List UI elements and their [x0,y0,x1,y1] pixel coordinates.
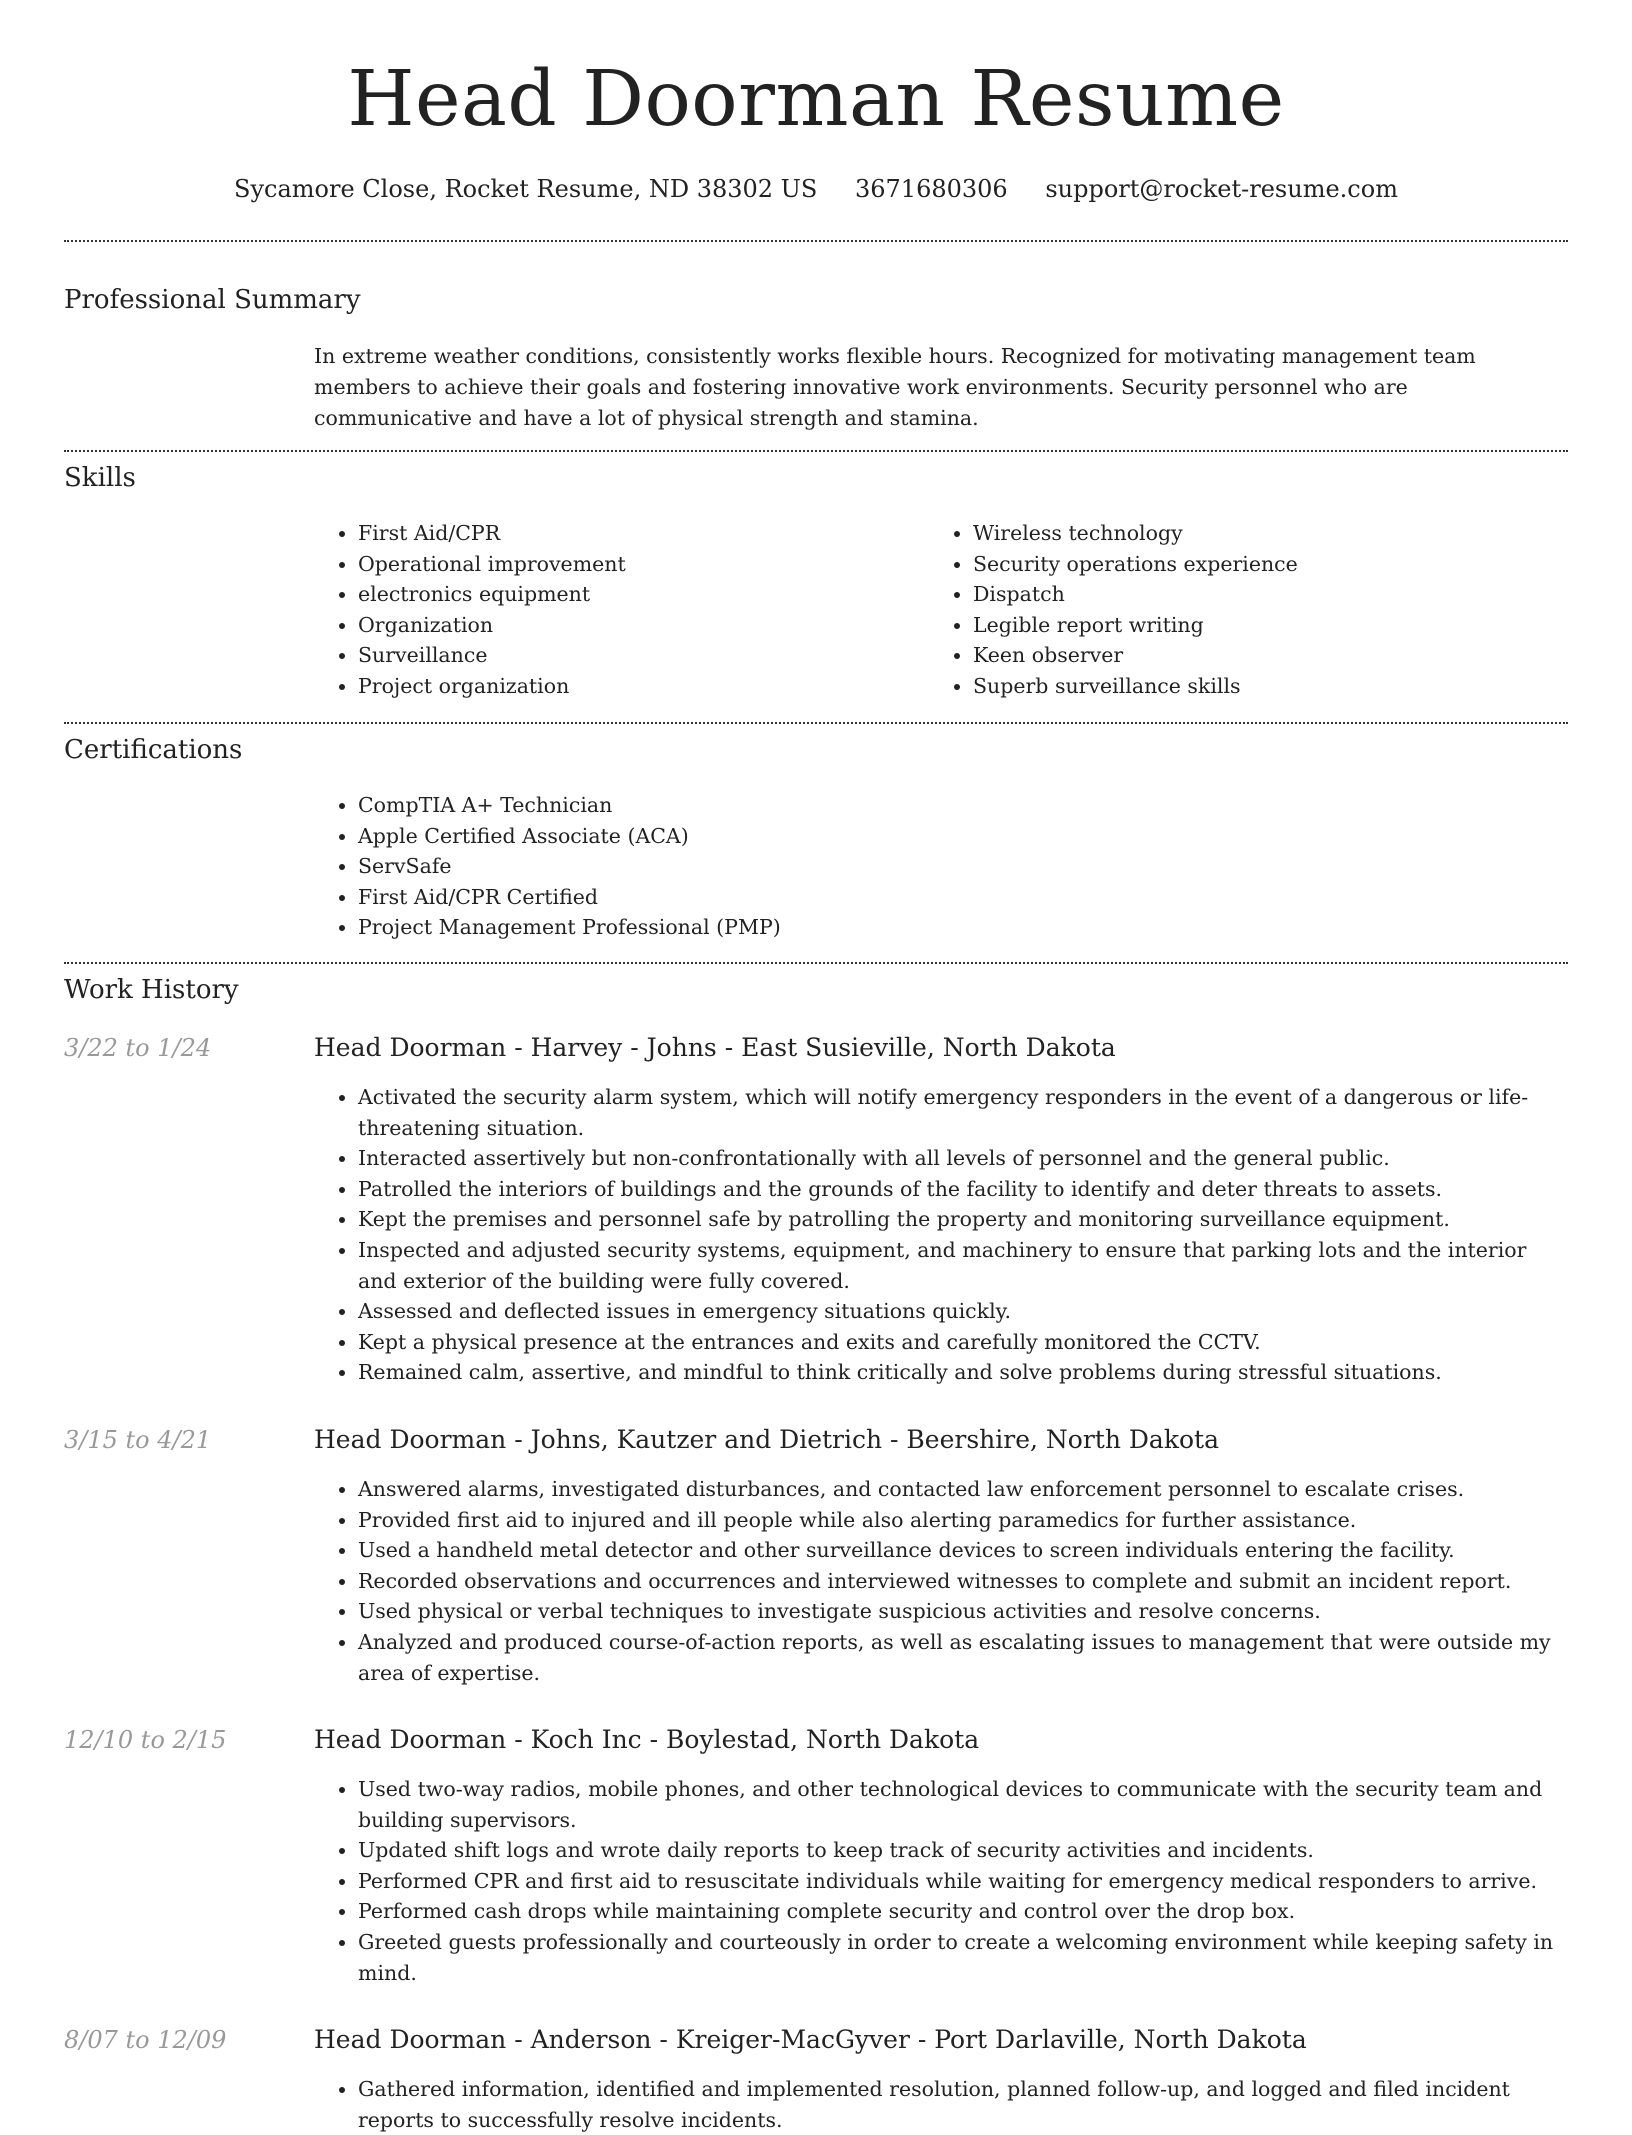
job-duty: • Used two-way radios, mobile phones, and other technological devices to communicate with the security team and building supervisors. [358,1774,1568,1835]
job-duties [314,1774,1568,1988]
job-duty: • Interacted assertively but non-confrontationally with all levels of personnel and the general public. [358,1143,1568,1174]
job-duties-list [314,2074,1568,2135]
job-duty: • Provided first aid to injured and ill people while also alerting paramedics for further assistance. [358,1505,1568,1536]
skill-item: • Organization [358,610,914,641]
certification-item: • First Aid/CPR Certified [358,882,1568,913]
job-duties-list [314,1082,1568,1388]
job-title: Head Doorman - Anderson - Kreiger-MacGyver - Port Darlaville, North Dakota [314,2025,1307,2054]
divider [64,722,1568,724]
job-duty: • Performed cash drops while maintaining complete security and control over the drop box. [358,1896,1568,1927]
work-history-heading: Work History [64,975,239,1005]
email-text: support@rocket-resume.com [1045,175,1398,203]
job-duty: • Assessed and deflected issues in emergency situations quickly. [358,1296,1568,1327]
job-duty: • Recorded observations and occurrences and interviewed witnesses to complete and submit an incident report. [358,1566,1568,1597]
job-duty: • Patrolled the interiors of buildings and the grounds of the facility to identify and deter threats to assets. [358,1174,1568,1205]
resume-title: Head Doorman Resume [347,55,1285,144]
skills-heading: Skills [64,463,136,493]
summary-heading: Professional Summary [64,285,361,315]
job-duty: • Used a handheld metal detector and other surveillance devices to screen individuals entering the facility. [358,1535,1568,1566]
phone-text: 3671680306 [854,175,1008,203]
job-duty: • Inspected and adjusted security systems, equipment, and machinery to ensure that parking lots and the interior and exterior of the building were fully covered. [358,1235,1568,1296]
skill-item: • First Aid/CPR [358,518,914,549]
certification-item: • CompTIA A+ Technician [358,790,1568,821]
certifications-heading: Certifications [64,735,243,765]
skill-item: • Keen observer [973,640,1529,671]
skill-item: • Superb surveillance skills [973,671,1529,702]
skill-item: • Security operations experience [973,549,1529,580]
skill-item: • Surveillance [358,640,914,671]
job-duty: • Gathered information, identified and implemented resolution, planned follow-up, and logged and filed incident reports to successfully resolve incidents. [358,2074,1568,2135]
job-duty: • Updated shift logs and wrote daily reports to keep track of security activities and incidents. [358,1835,1568,1866]
certification-item: • Project Management Professional (PMP) [358,912,1568,943]
job-duties-list [314,1474,1568,1688]
job-duty: • Performed CPR and first aid to resuscitate individuals while waiting for emergency medical responders to arrive. [358,1866,1568,1897]
job-title: Head Doorman - Harvey - Johns - East Susieville, North Dakota [314,1033,1116,1062]
certification-item: • ServSafe [358,851,1568,882]
skill-item: • Wireless technology [973,518,1529,549]
job-dates: 8/07 to 12/09 [64,2026,227,2054]
skills-left-column [314,518,914,702]
certifications-block [314,790,1568,943]
job-duties [314,2074,1568,2135]
job-duty: • Answered alarms, investigated disturbances, and contacted law enforcement personnel to escalate crises. [358,1474,1568,1505]
job-duty: • Greeted guests professionally and courteously in order to create a welcoming environment while keeping safety in mind. [358,1927,1568,1988]
job-dates: 3/22 to 1/24 [64,1034,212,1062]
skill-item: • Legible report writing [973,610,1529,641]
divider [64,240,1568,242]
divider [64,450,1568,452]
job-duty: • Analyzed and produced course-of-action reports, as well as escalating issues to management that were outside my area of expertise. [358,1627,1568,1688]
divider [64,962,1568,964]
skills-right-column [929,518,1529,702]
certifications-list [314,790,1568,943]
skill-item: • Dispatch [973,579,1529,610]
skill-item: • Project organization [358,671,914,702]
job-duty: • Used physical or verbal techniques to investigate suspicious activities and resolve concerns. [358,1596,1568,1627]
job-duty: • Remained calm, assertive, and mindful to think critically and solve problems during stressful situations. [358,1357,1568,1388]
job-dates: 12/10 to 2/15 [64,1726,227,1754]
contact-line [0,172,1632,206]
job-duties-list [314,1774,1568,1988]
job-duty: • Activated the security alarm system, which will notify emergency responders in the event of a dangerous or life-threatening situation. [358,1082,1568,1143]
skill-item: • electronics equipment [358,579,914,610]
job-duties [314,1474,1568,1688]
summary-text: In extreme weather conditions, consistently works flexible hours. Recognized for motivating management team members to achieve their goals and fostering innovative work environments. Security personnel who are communicative and have a lot of physical strength and stamina. [314,344,1476,430]
job-dates: 3/15 to 4/21 [64,1426,212,1454]
address-text: Sycamore Close, Rocket Resume, ND 38302 US [234,175,818,203]
skill-item: • Operational improvement [358,549,914,580]
job-title: Head Doorman - Koch Inc - Boylestad, North Dakota [314,1725,980,1754]
skills-list-right [929,518,1529,702]
certification-item: • Apple Certified Associate (ACA) [358,821,1568,852]
job-title: Head Doorman - Johns, Kautzer and Dietrich - Beershire, North Dakota [314,1425,1219,1454]
job-duty: • Kept the premises and personnel safe by patrolling the property and monitoring surveillance equipment. [358,1204,1568,1235]
skills-list-left [314,518,914,702]
job-duties [314,1082,1568,1388]
job-duty: • Kept a physical presence at the entrances and exits and carefully monitored the CCTV. [358,1327,1568,1358]
